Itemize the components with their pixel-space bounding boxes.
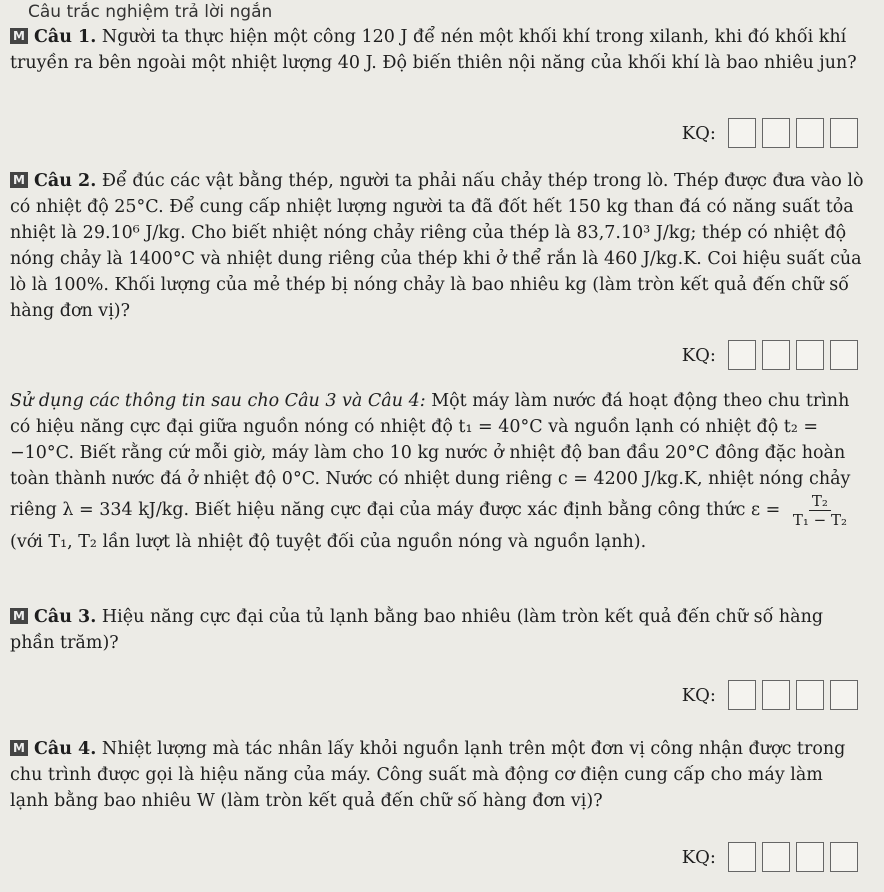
answer-box[interactable] (762, 340, 790, 370)
question-1-title: Câu 1. (33, 27, 97, 47)
formula-numerator: T₂ (809, 492, 831, 511)
answer-box[interactable] (728, 118, 756, 148)
question-4-title: Câu 4. (33, 739, 97, 759)
answer-box[interactable] (728, 340, 756, 370)
answer-box[interactable] (796, 842, 824, 872)
answer-row-2 (682, 340, 858, 370)
question-4 (10, 736, 866, 814)
question-2-title: Câu 2. (33, 171, 97, 191)
shared-intro: Sử dụng các thông tin sau cho Câu 3 và Câu 4: (10, 391, 426, 411)
shared-text-a: Một máy làm nước đá hoạt động theo chu trình có hiệu năng cực đại giữa nguồn nóng có nhiệt độ t₁ = 40°C và nguồn lạnh có nhiệt độ t₂ = −10°C. Biết rằng cứ mỗi giờ, máy làm cho 10 kg nước ở nhiệt độ ban đầu 20°C đông đặc hoàn toàn thành nước đá ở nhiệt độ 0°C. Nước có nhiệt dung riêng c = 4200 J/kg.K, nhiệt nóng chảy riêng λ = 334 kJ/kg. Biết hiệu năng cực đại của máy được xác định bằng công thức ε = (10, 391, 851, 520)
question-3-text: Hiệu năng cực đại của tủ lạnh bằng bao nhiêu (làm tròn kết quả đến chữ số hàng phần trăm)? (10, 607, 824, 653)
shared-info (10, 388, 866, 555)
question-1-text: Người ta thực hiện một công 120 J để nén một khối khí trong xilanh, khi đó khối khí truyền ra bên ngoài một nhiệt lượng 40 J. Độ biến thiên nội năng của khối khí là bao nhiêu jun? (10, 27, 857, 73)
question-1 (10, 24, 866, 76)
level-tag: M (10, 172, 28, 188)
question-4-text: Nhiệt lượng mà tác nhân lấy khỏi nguồn lạnh trên một đơn vị công nhận được trong chu trình được gọi là hiệu năng của máy. Công suất mà động cơ điện cung cấp cho máy làm lạnh bằng bao nhiêu W (làm tròn kết quả đến chữ số hàng đơn vị)? (10, 739, 846, 811)
answer-box[interactable] (796, 680, 824, 710)
level-tag: M (10, 740, 28, 756)
answer-box[interactable] (830, 680, 858, 710)
kq-label: KQ: (681, 344, 716, 366)
kq-label: KQ: (681, 846, 716, 868)
answer-box[interactable] (830, 842, 858, 872)
formula-denominator: T₁ − T₂ (792, 511, 847, 529)
answer-row-1 (682, 118, 858, 148)
kq-label: KQ: (681, 684, 716, 706)
answer-box[interactable] (830, 118, 858, 148)
answer-row-3 (682, 680, 858, 710)
answer-box[interactable] (796, 340, 824, 370)
answer-box[interactable] (728, 842, 756, 872)
answer-box[interactable] (762, 842, 790, 872)
efficiency-formula (790, 492, 850, 529)
section-header: Câu trắc nghiệm trả lời ngắn (28, 2, 273, 22)
shared-text-b: (với T₁, T₂ lần lượt là nhiệt độ tuyệt đối của nguồn nóng và nguồn lạnh). (10, 532, 647, 552)
question-2-text: Để đúc các vật bằng thép, người ta phải nấu chảy thép trong lò. Thép được đưa vào lò có nhiệt độ 25°C. Để cung cấp nhiệt lượng người ta đã đốt hết 150 kg than đá có năng suất tỏa nhiệt là 29.10⁶ J/kg. Cho biết nhiệt nóng chảy riêng của thép là 83,7.10³ J/kg; thép có nhiệt độ nóng chảy là 1400°C và nhiệt dung riêng của thép khi ở thể rắn là 460 J/kg.K. Coi hiệu suất của lò là 100%. Khối lượng của mẻ thép bị nóng chảy là bao nhiêu kg (làm tròn kết quả đến chữ số hàng đơn vị)? (10, 171, 864, 321)
answer-box[interactable] (728, 680, 756, 710)
level-tag: M (10, 608, 28, 624)
question-3-title: Câu 3. (33, 607, 97, 627)
kq-label: KQ: (681, 122, 716, 144)
answer-box[interactable] (762, 680, 790, 710)
answer-box[interactable] (762, 118, 790, 148)
question-2 (10, 168, 866, 324)
answer-box[interactable] (830, 340, 858, 370)
answer-box[interactable] (796, 118, 824, 148)
level-tag: M (10, 28, 28, 44)
answer-row-4 (682, 842, 858, 872)
question-3 (10, 604, 866, 656)
